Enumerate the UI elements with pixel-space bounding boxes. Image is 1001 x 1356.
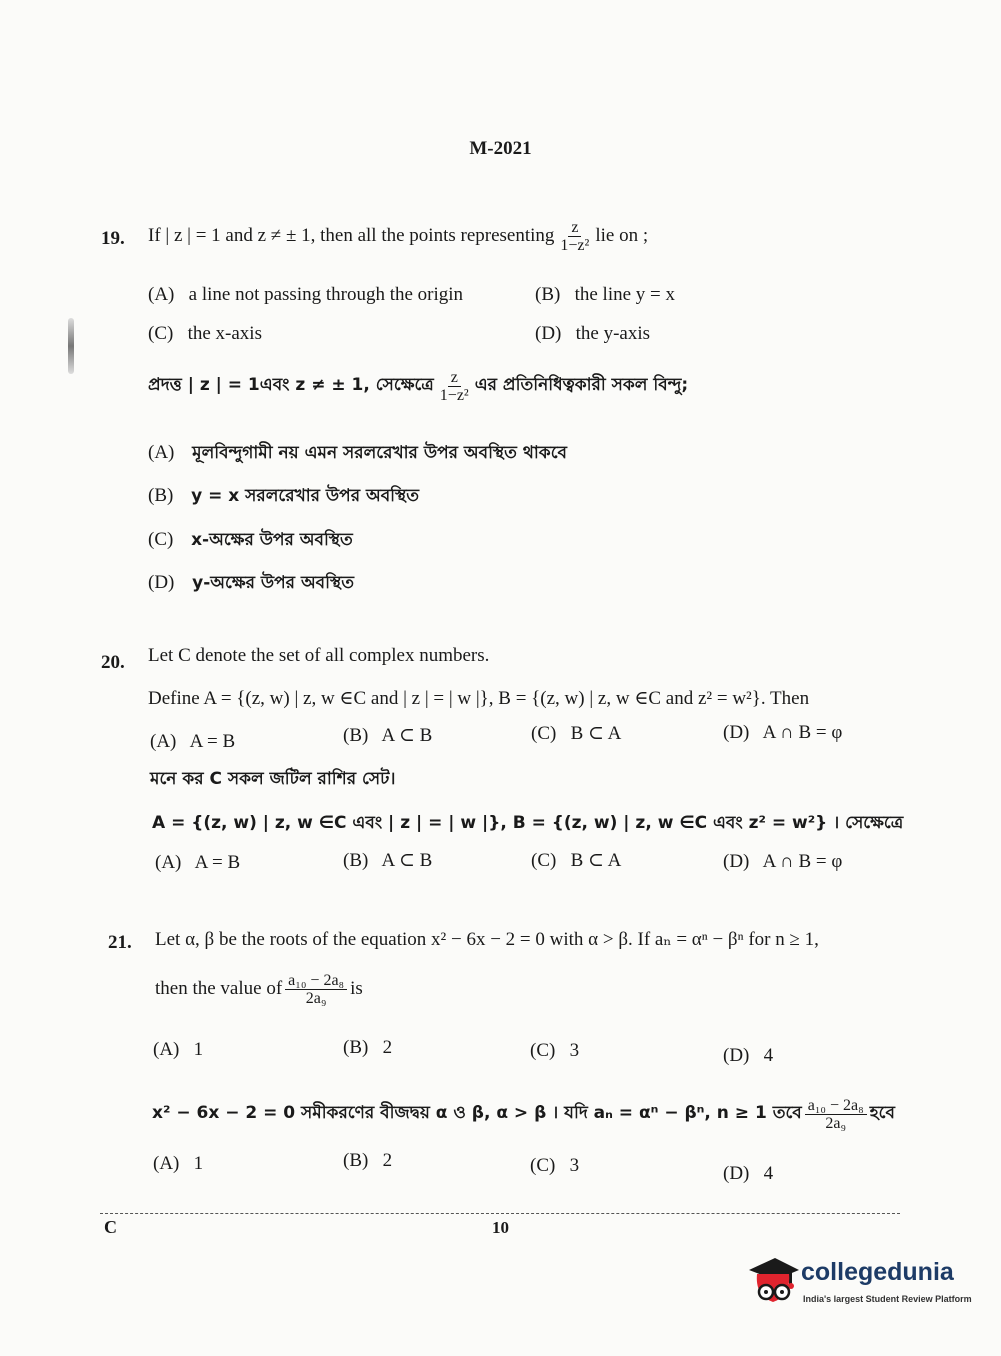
option-text: 4 — [763, 1045, 774, 1066]
option-label: (C) — [148, 529, 174, 550]
option-text: A ∩ B = φ — [762, 851, 843, 872]
q20-bn-line-1: মনে কর C সকল জটিল রাশির সেট। — [150, 769, 396, 789]
q20-option-d — [723, 722, 842, 744]
q20-line-2: Define A = {(z, w) | z, w ∈C and | z | = | w |}, B = {(z, w) | z, w ∈C and z² = w²}. Then — [148, 688, 810, 709]
q21-text-2b: is — [350, 978, 363, 999]
option-label: (A) — [148, 284, 175, 305]
option-text: A ⊂ B — [381, 725, 433, 746]
q19-bn-frac-num: z — [448, 369, 461, 387]
q21-number: 21. — [108, 932, 132, 953]
q19-bn-fraction — [437, 369, 472, 404]
q21-bn-text-2: হবে — [869, 1103, 895, 1123]
q19-bn-option-d — [148, 570, 354, 598]
q21-bn-fraction — [805, 1097, 867, 1132]
q21-bn-option-a — [153, 1153, 203, 1175]
q21-line-1: Let α, β be the roots of the equation x² − 6x − 2 = 0 with α > β. If aₙ = αⁿ − βⁿ for n ≥ 1, — [155, 929, 819, 950]
option-label: (C) — [531, 850, 557, 871]
graduate-mascot-icon — [745, 1252, 801, 1312]
option-label: (A) — [150, 731, 177, 752]
q20-bn-option-a — [155, 852, 240, 874]
option-text: a line not passing through the origin — [188, 284, 464, 305]
q19-number: 19. — [101, 228, 125, 249]
q20-line-1: Let C denote the set of all complex numbers. — [148, 645, 490, 666]
option-text: the x-axis — [187, 323, 262, 344]
option-label: (A) — [153, 1039, 180, 1060]
option-label: (D) — [723, 851, 750, 872]
option-text: x-অক্ষের উপর অবস্থিত — [191, 530, 353, 550]
q21-option-a — [153, 1039, 203, 1061]
option-text: y = x সরলরেখার উপর অবস্থিত — [191, 486, 420, 506]
q21-frac-num: a₁₀ − 2a₈ — [285, 972, 347, 990]
option-label: (B) — [343, 725, 369, 746]
option-text: A ∩ B = φ — [762, 722, 843, 743]
option-label: (B) — [535, 284, 561, 305]
q19-bengali-stem — [148, 364, 688, 408]
option-label: (C) — [531, 723, 557, 744]
q19-bn-option-a — [148, 440, 567, 468]
paper-code: M-2021 — [469, 138, 532, 159]
option-text: 3 — [569, 1040, 580, 1061]
q21-bn-line — [152, 1090, 895, 1138]
q21-fraction — [285, 972, 347, 1007]
option-text: A = B — [194, 852, 241, 873]
page-number: 10 — [492, 1218, 509, 1237]
q20-bn-option-c — [531, 849, 621, 872]
option-label: (B) — [343, 1037, 369, 1058]
q21-frac-den: 2a₉ — [305, 989, 327, 1007]
q19-en-option-d — [535, 323, 650, 345]
option-label: (D) — [148, 572, 175, 593]
option-label: (A) — [155, 852, 182, 873]
collegedunia-logo[interactable] — [745, 1252, 975, 1314]
q19-frac-num: z — [568, 219, 581, 237]
logo-tagline: India's largest Student Review Platform — [803, 1294, 972, 1304]
q21-bn-frac-num: a₁₀ − 2a₈ — [805, 1097, 867, 1115]
option-text: A ⊂ B — [381, 850, 433, 871]
q21-bn-text-1: x² − 6x − 2 = 0 সমীকরণের বীজদ্বয় α ও β, α > β । যদি aₙ = αⁿ − βⁿ, n ≥ 1 তবে — [152, 1103, 802, 1123]
q21-bn-option-d — [723, 1163, 773, 1185]
option-text: 3 — [569, 1155, 580, 1176]
q20-number: 20. — [101, 652, 125, 673]
option-label: (D) — [723, 1163, 750, 1184]
option-text: 2 — [382, 1037, 393, 1058]
q21-bn-frac-den: 2a₉ — [825, 1114, 847, 1132]
option-text: 2 — [382, 1150, 393, 1171]
q21-text-2a: then the value of — [155, 978, 283, 999]
option-label: (D) — [723, 722, 750, 743]
option-label: (C) — [530, 1155, 556, 1176]
option-text: the line y = x — [574, 284, 675, 305]
q20-option-a — [150, 731, 235, 753]
q21-option-d — [723, 1045, 773, 1067]
option-text: A = B — [189, 731, 236, 752]
q19-frac-den: 1−z² — [560, 236, 590, 254]
option-text: B ⊂ A — [570, 850, 622, 871]
binding-mark — [68, 318, 74, 374]
option-label: (B) — [343, 1150, 369, 1171]
q19-bn-text-1: প্রদত্ত | z | = 1এবং z ≠ ± 1, সেক্ষেত্রে — [148, 375, 434, 395]
q19-en-option-c — [148, 323, 262, 345]
option-label: (C) — [148, 323, 174, 344]
q19-en-option-a — [148, 284, 463, 306]
q21-bn-option-b — [343, 1150, 392, 1172]
q20-bn-option-b — [343, 849, 432, 872]
option-label: (C) — [530, 1040, 556, 1061]
option-label: (D) — [535, 323, 562, 344]
option-text: 1 — [193, 1153, 204, 1174]
q19-bn-frac-den: 1−z² — [439, 386, 469, 404]
q20-option-c — [531, 722, 621, 745]
option-text: 1 — [193, 1039, 204, 1060]
q19-bn-option-b — [148, 483, 419, 511]
option-label: (B) — [148, 485, 174, 506]
q21-bn-option-c — [530, 1155, 579, 1177]
q20-bn-option-d — [723, 851, 842, 873]
q21-option-c — [530, 1040, 579, 1062]
q19-en-option-b — [535, 284, 675, 306]
q19-text-1: If | z | = 1 and z ≠ ± 1, then all the points representing — [148, 225, 555, 246]
q19-bn-option-c — [148, 527, 353, 555]
q19-bn-text-2: এর প্রতিনিধিত্বকারী সকল বিন্দু; — [474, 375, 689, 395]
option-label: (A) — [153, 1153, 180, 1174]
q21-option-b — [343, 1037, 392, 1059]
footer-divider — [100, 1213, 900, 1214]
option-label: (A) — [148, 442, 175, 463]
q21-line-2 — [155, 965, 363, 1013]
option-text: y-অক্ষের উপর অবস্থিত — [192, 573, 354, 593]
option-text: 4 — [763, 1163, 774, 1184]
option-label: (D) — [723, 1045, 750, 1066]
booklet-series: C — [104, 1217, 117, 1237]
q19-text-2: lie on ; — [595, 225, 649, 246]
option-text: মূলবিন্দুগামী নয় এমন সরলরেখার উপর অবস্থিত থাকবে — [192, 443, 567, 463]
logo-wordmark: collegedunia — [801, 1258, 954, 1286]
q19-english-stem — [148, 214, 648, 258]
option-label: (B) — [343, 850, 369, 871]
option-text: B ⊂ A — [570, 723, 622, 744]
q19-fraction — [557, 219, 592, 254]
option-text: the y-axis — [575, 323, 651, 344]
q20-option-b — [343, 724, 432, 747]
q20-bn-line-2: A = {(z, w) | z, w ∈C এবং | z | = | w |}, B = {(z, w) | z, w ∈C এবং z² = w²} । সেক্ষেত্রে — [152, 813, 904, 833]
